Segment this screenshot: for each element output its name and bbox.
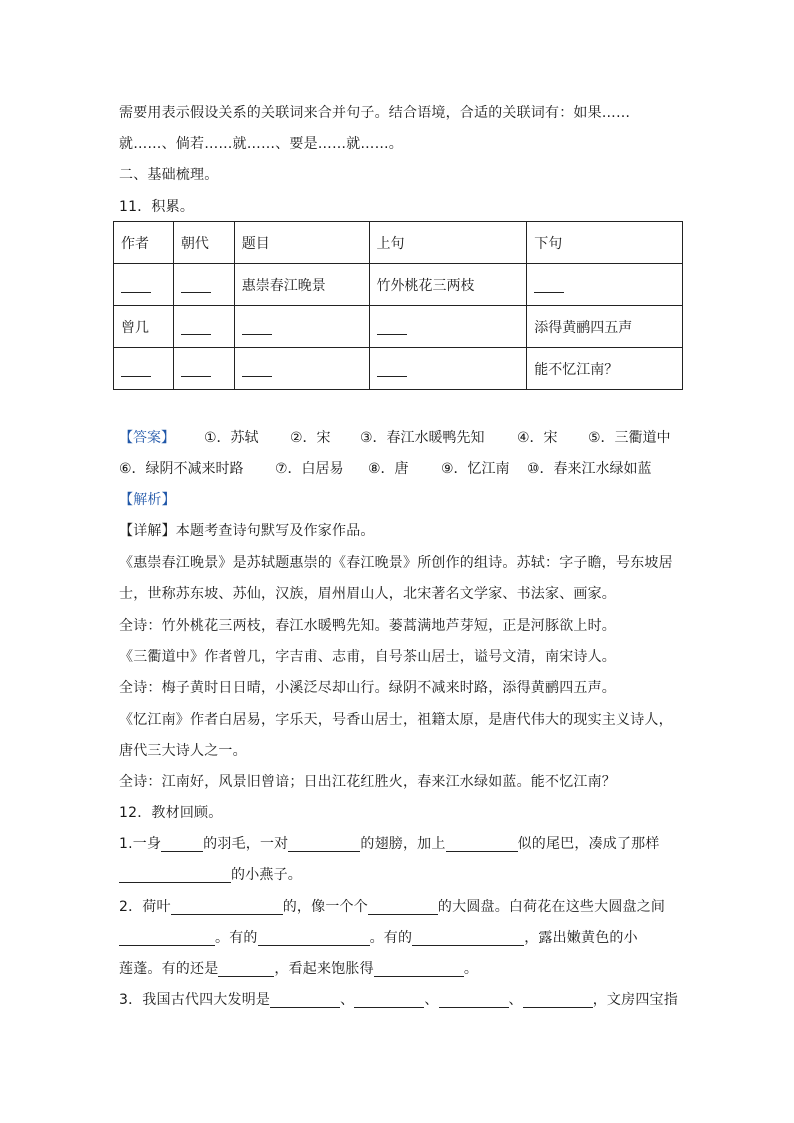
text-segment: ，看起来饱胀得	[274, 961, 374, 977]
blank-cell	[369, 348, 527, 390]
header-cell: 下句	[527, 222, 683, 264]
blank-cell	[527, 264, 683, 306]
answer-item: ⑥．绿阴不减来时路	[119, 461, 244, 477]
accumulation-table	[113, 221, 683, 390]
answer-blank	[258, 930, 370, 946]
blank-cell	[369, 306, 527, 348]
answer-item: ②．宋	[290, 430, 331, 446]
text-segment: 莲蓬。有的还是	[119, 961, 219, 977]
fill-line	[119, 834, 660, 854]
table-row	[114, 264, 683, 306]
blank-cell	[114, 348, 174, 390]
fill-line	[119, 865, 302, 885]
table-row	[114, 348, 683, 390]
text-segment: 、	[424, 992, 439, 1008]
answer-item: ①．苏轼	[204, 430, 259, 446]
answer-item: ⑧．唐	[368, 461, 409, 477]
blank-cell	[234, 306, 369, 348]
answer-item: ⑩．春来江水绿如蓝	[527, 461, 652, 477]
answer-blank	[412, 930, 524, 946]
answer-item: ⑤．三衢道中	[588, 430, 671, 446]
header-cell: 题目	[234, 222, 369, 264]
answer-blank	[242, 320, 272, 335]
answer-blank	[119, 867, 231, 883]
question-11-title: 11．积累。	[119, 199, 195, 215]
answer-item: ④．宋	[517, 430, 558, 446]
table-cell: 能不忆江南？	[527, 348, 683, 390]
blank-cell	[234, 348, 369, 390]
analysis-label: 【解析】	[119, 492, 176, 508]
blank-cell	[173, 306, 234, 348]
text-segment: 2．荷叶	[119, 899, 171, 915]
answer-blank	[121, 362, 151, 377]
table-cell: 竹外桃花三两枝	[369, 264, 527, 306]
intro-line-2: 就……、倘若……就……、要是……就……。	[119, 136, 403, 152]
fill-line	[119, 928, 638, 948]
text-segment: 、	[508, 992, 523, 1008]
answer-item: ⑨．忆江南	[441, 461, 510, 477]
answer-blank	[374, 961, 464, 977]
answer-blank	[121, 278, 151, 293]
answer-blank	[161, 836, 203, 852]
answer-blank	[446, 836, 518, 852]
text-segment: 。有的	[369, 930, 413, 946]
text-segment: 的翅膀，加上	[360, 836, 446, 852]
table-cell: 曾几	[114, 306, 174, 348]
answer-label: 【答案】	[119, 430, 175, 446]
text-segment: 的羽毛，一对	[203, 836, 289, 852]
answer-blank	[242, 362, 272, 377]
intro-line-1: 需要用表示假设关系的关联词来合并句子。结合语境，合适的关联词有：如果……	[119, 105, 631, 121]
blank-cell	[114, 264, 174, 306]
answer-blank	[523, 992, 593, 1008]
analysis-line: 全诗：竹外桃花三两枝，春江水暖鸭先知。蒌蒿满地芦芽短，正是河豚欲上时。	[119, 618, 616, 634]
answer-item: ⑦．白居易	[275, 461, 344, 477]
analysis-line: 全诗：江南好，风景旧曾谙；日出江花红胜火，春来江水绿如蓝。能不忆江南？	[119, 774, 616, 790]
table-cell: 惠崇春江晚景	[234, 264, 369, 306]
section-title: 二、基础梳理。	[119, 167, 219, 183]
answer-blank	[368, 899, 438, 915]
header-cell: 作者	[114, 222, 174, 264]
text-segment: 似的尾巴，凑成了那样	[517, 836, 660, 852]
answer-blank	[377, 320, 407, 335]
analysis-line: 《三衢道中》作者曾几，字吉甫、志甫，自号茶山居士，谥号文清，南宋诗人。	[119, 649, 616, 665]
text-segment: 。	[463, 961, 479, 977]
text-segment: 。有的	[215, 930, 258, 946]
answer-blank	[377, 362, 407, 377]
analysis-line: 【详解】本题考查诗句默写及作家作品。	[119, 523, 375, 539]
answer-blank	[354, 992, 424, 1008]
header-cell: 上句	[369, 222, 527, 264]
analysis-line: 唐代三大诗人之一。	[119, 743, 247, 759]
answer-blank	[439, 992, 509, 1008]
fill-line	[119, 897, 665, 917]
answer-blank	[218, 961, 274, 977]
fill-line	[119, 990, 678, 1010]
answer-blank	[119, 930, 215, 946]
text-segment: 的小燕子。	[231, 867, 302, 883]
table-header-row	[114, 222, 683, 264]
answer-item: ③．春江水暖鸭先知	[360, 430, 485, 446]
answer-blank	[181, 278, 211, 293]
text-segment: ，露出嫩黄色的小	[524, 930, 638, 946]
text-segment: ，文房四宝指	[592, 992, 678, 1008]
analysis-line: 士，世称苏东坡、苏仙，汉族，眉州眉山人，北宋著名文学家、书法家、画家。	[119, 586, 616, 602]
text-segment: 、	[340, 992, 355, 1008]
answer-blank	[270, 992, 340, 1008]
analysis-line: 《惠崇春江晚景》是苏轼题惠崇的《春江晚景》所创作的组诗。苏轼：字子瞻，号东坡居	[119, 555, 673, 571]
answer-blank	[288, 836, 360, 852]
analysis-line: 《忆江南》作者白居易，字乐天，号香山居士，祖籍太原，是唐代伟大的现实主义诗人，	[119, 712, 673, 728]
blank-cell	[173, 264, 234, 306]
blank-cell	[173, 348, 234, 390]
analysis-line: 全诗：梅子黄时日日晴，小溪泛尽却山行。绿阴不减来时路，添得黄鹂四五声。	[119, 680, 616, 696]
answer-blank	[181, 362, 211, 377]
fill-line	[119, 959, 478, 979]
table-cell: 添得黄鹂四五声	[527, 306, 683, 348]
question-12-title: 12．教材回顾。	[119, 805, 223, 821]
table-row	[114, 306, 683, 348]
text-segment: 3．我国古代四大发明是	[119, 992, 271, 1008]
answer-blank	[534, 278, 564, 293]
answer-blank	[171, 899, 283, 915]
header-cell: 朝代	[173, 222, 234, 264]
text-segment: 的大圆盘。白荷花在这些大圆盘之间	[437, 899, 666, 915]
answer-blank	[181, 320, 211, 335]
text-segment: 的，像一个个	[282, 899, 368, 915]
text-segment: 1.一身	[119, 836, 162, 852]
